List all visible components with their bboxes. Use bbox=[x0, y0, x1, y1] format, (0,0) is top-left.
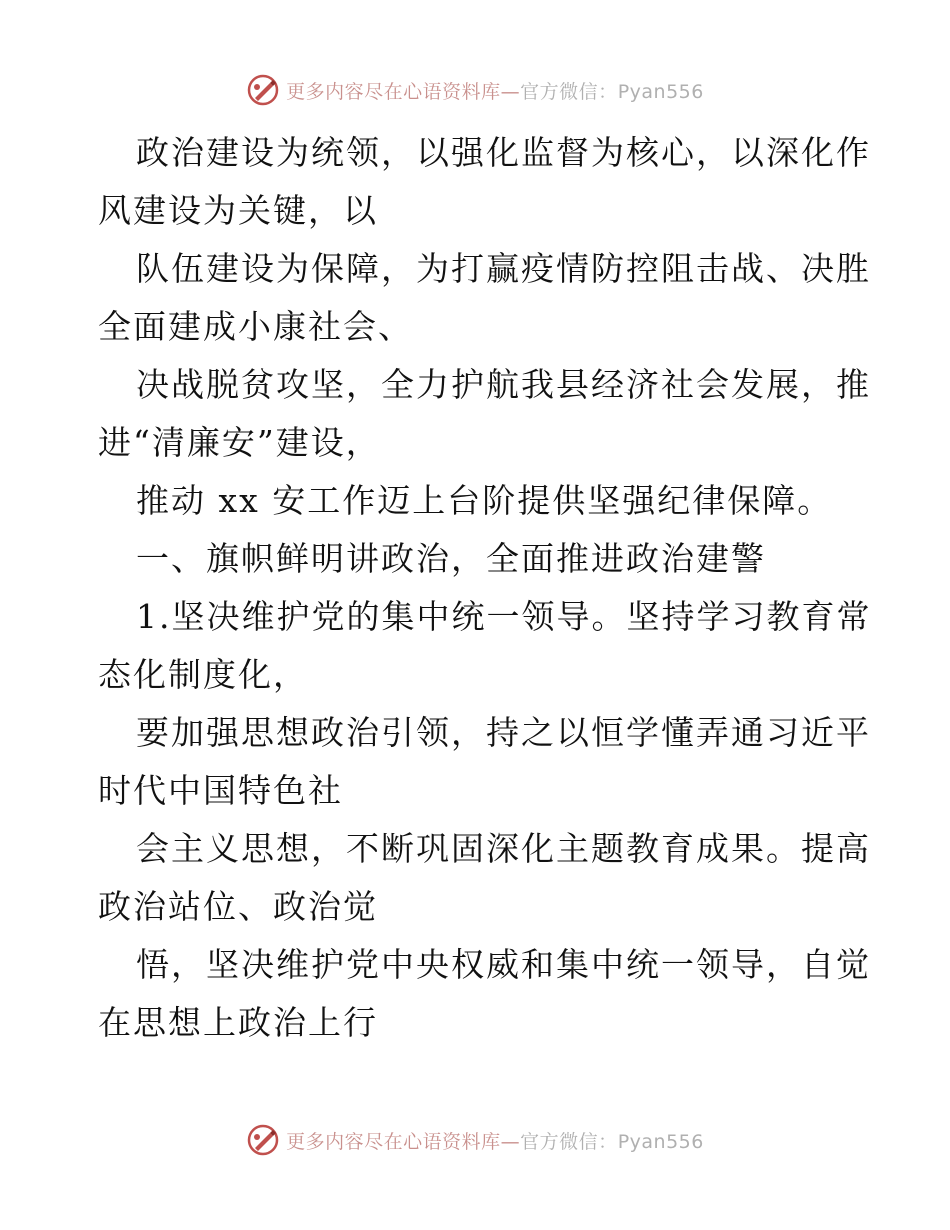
body-text-line: 推动 xx 安工作迈上台阶提供坚强纪律保障。 bbox=[136, 481, 833, 520]
footer-watermark-banner bbox=[0, 1120, 950, 1160]
watermark-wechat-label: 官方微信： bbox=[520, 80, 618, 103]
body-text-line: 要加强思想政治引领，持之以恒学懂弄通习近平 bbox=[136, 713, 871, 752]
watermark-wechat-label: 官方微信： bbox=[520, 1130, 618, 1153]
watermark-dash: — bbox=[500, 80, 521, 103]
pen-logo-icon bbox=[246, 73, 280, 107]
body-text-line: 政治建设为统领，以强化监督为核心，以深化作 bbox=[136, 133, 871, 172]
document-body bbox=[98, 124, 872, 1052]
watermark-dash: — bbox=[500, 1130, 521, 1153]
body-text-line: 政治站位、政治觉 bbox=[98, 887, 378, 926]
watermark-wechat-id: Pyan556 bbox=[617, 80, 704, 103]
body-text-line: 全面建成小康社会、 bbox=[98, 307, 413, 346]
body-text-line: 决战脱贫攻坚，全力护航我县经济社会发展，推 bbox=[136, 365, 871, 404]
body-text-line: 态化制度化， bbox=[98, 655, 308, 694]
pen-logo-icon bbox=[246, 1123, 280, 1157]
watermark-site-text: 更多内容尽在心语资料库 bbox=[286, 80, 501, 103]
body-text-line: 悟，坚决维护党中央权威和集中统一领导，自觉 bbox=[136, 945, 871, 984]
body-text-line: 会主义思想，不断巩固深化主题教育成果。提高 bbox=[136, 829, 871, 868]
body-text-line: 一、旗帜鲜明讲政治，全面推进政治建警 bbox=[136, 539, 766, 578]
body-text-line: 风建设为关键，以 bbox=[98, 191, 378, 230]
watermark-site-text: 更多内容尽在心语资料库 bbox=[286, 1130, 501, 1153]
body-text-line: 在思想上政治上行 bbox=[98, 1003, 378, 1042]
watermark-text bbox=[286, 1127, 704, 1154]
watermark-text bbox=[286, 77, 704, 104]
body-text-line: 1.坚决维护党的集中统一领导。坚持学习教育常 bbox=[136, 597, 872, 636]
body-text-line: 进“清廉安”建设， bbox=[98, 423, 381, 462]
body-text-line: 队伍建设为保障，为打赢疫情防控阻击战、决胜 bbox=[136, 249, 871, 288]
watermark-wechat-id: Pyan556 bbox=[617, 1130, 704, 1153]
body-text-line: 时代中国特色社 bbox=[98, 771, 343, 810]
header-watermark-banner bbox=[0, 70, 950, 110]
